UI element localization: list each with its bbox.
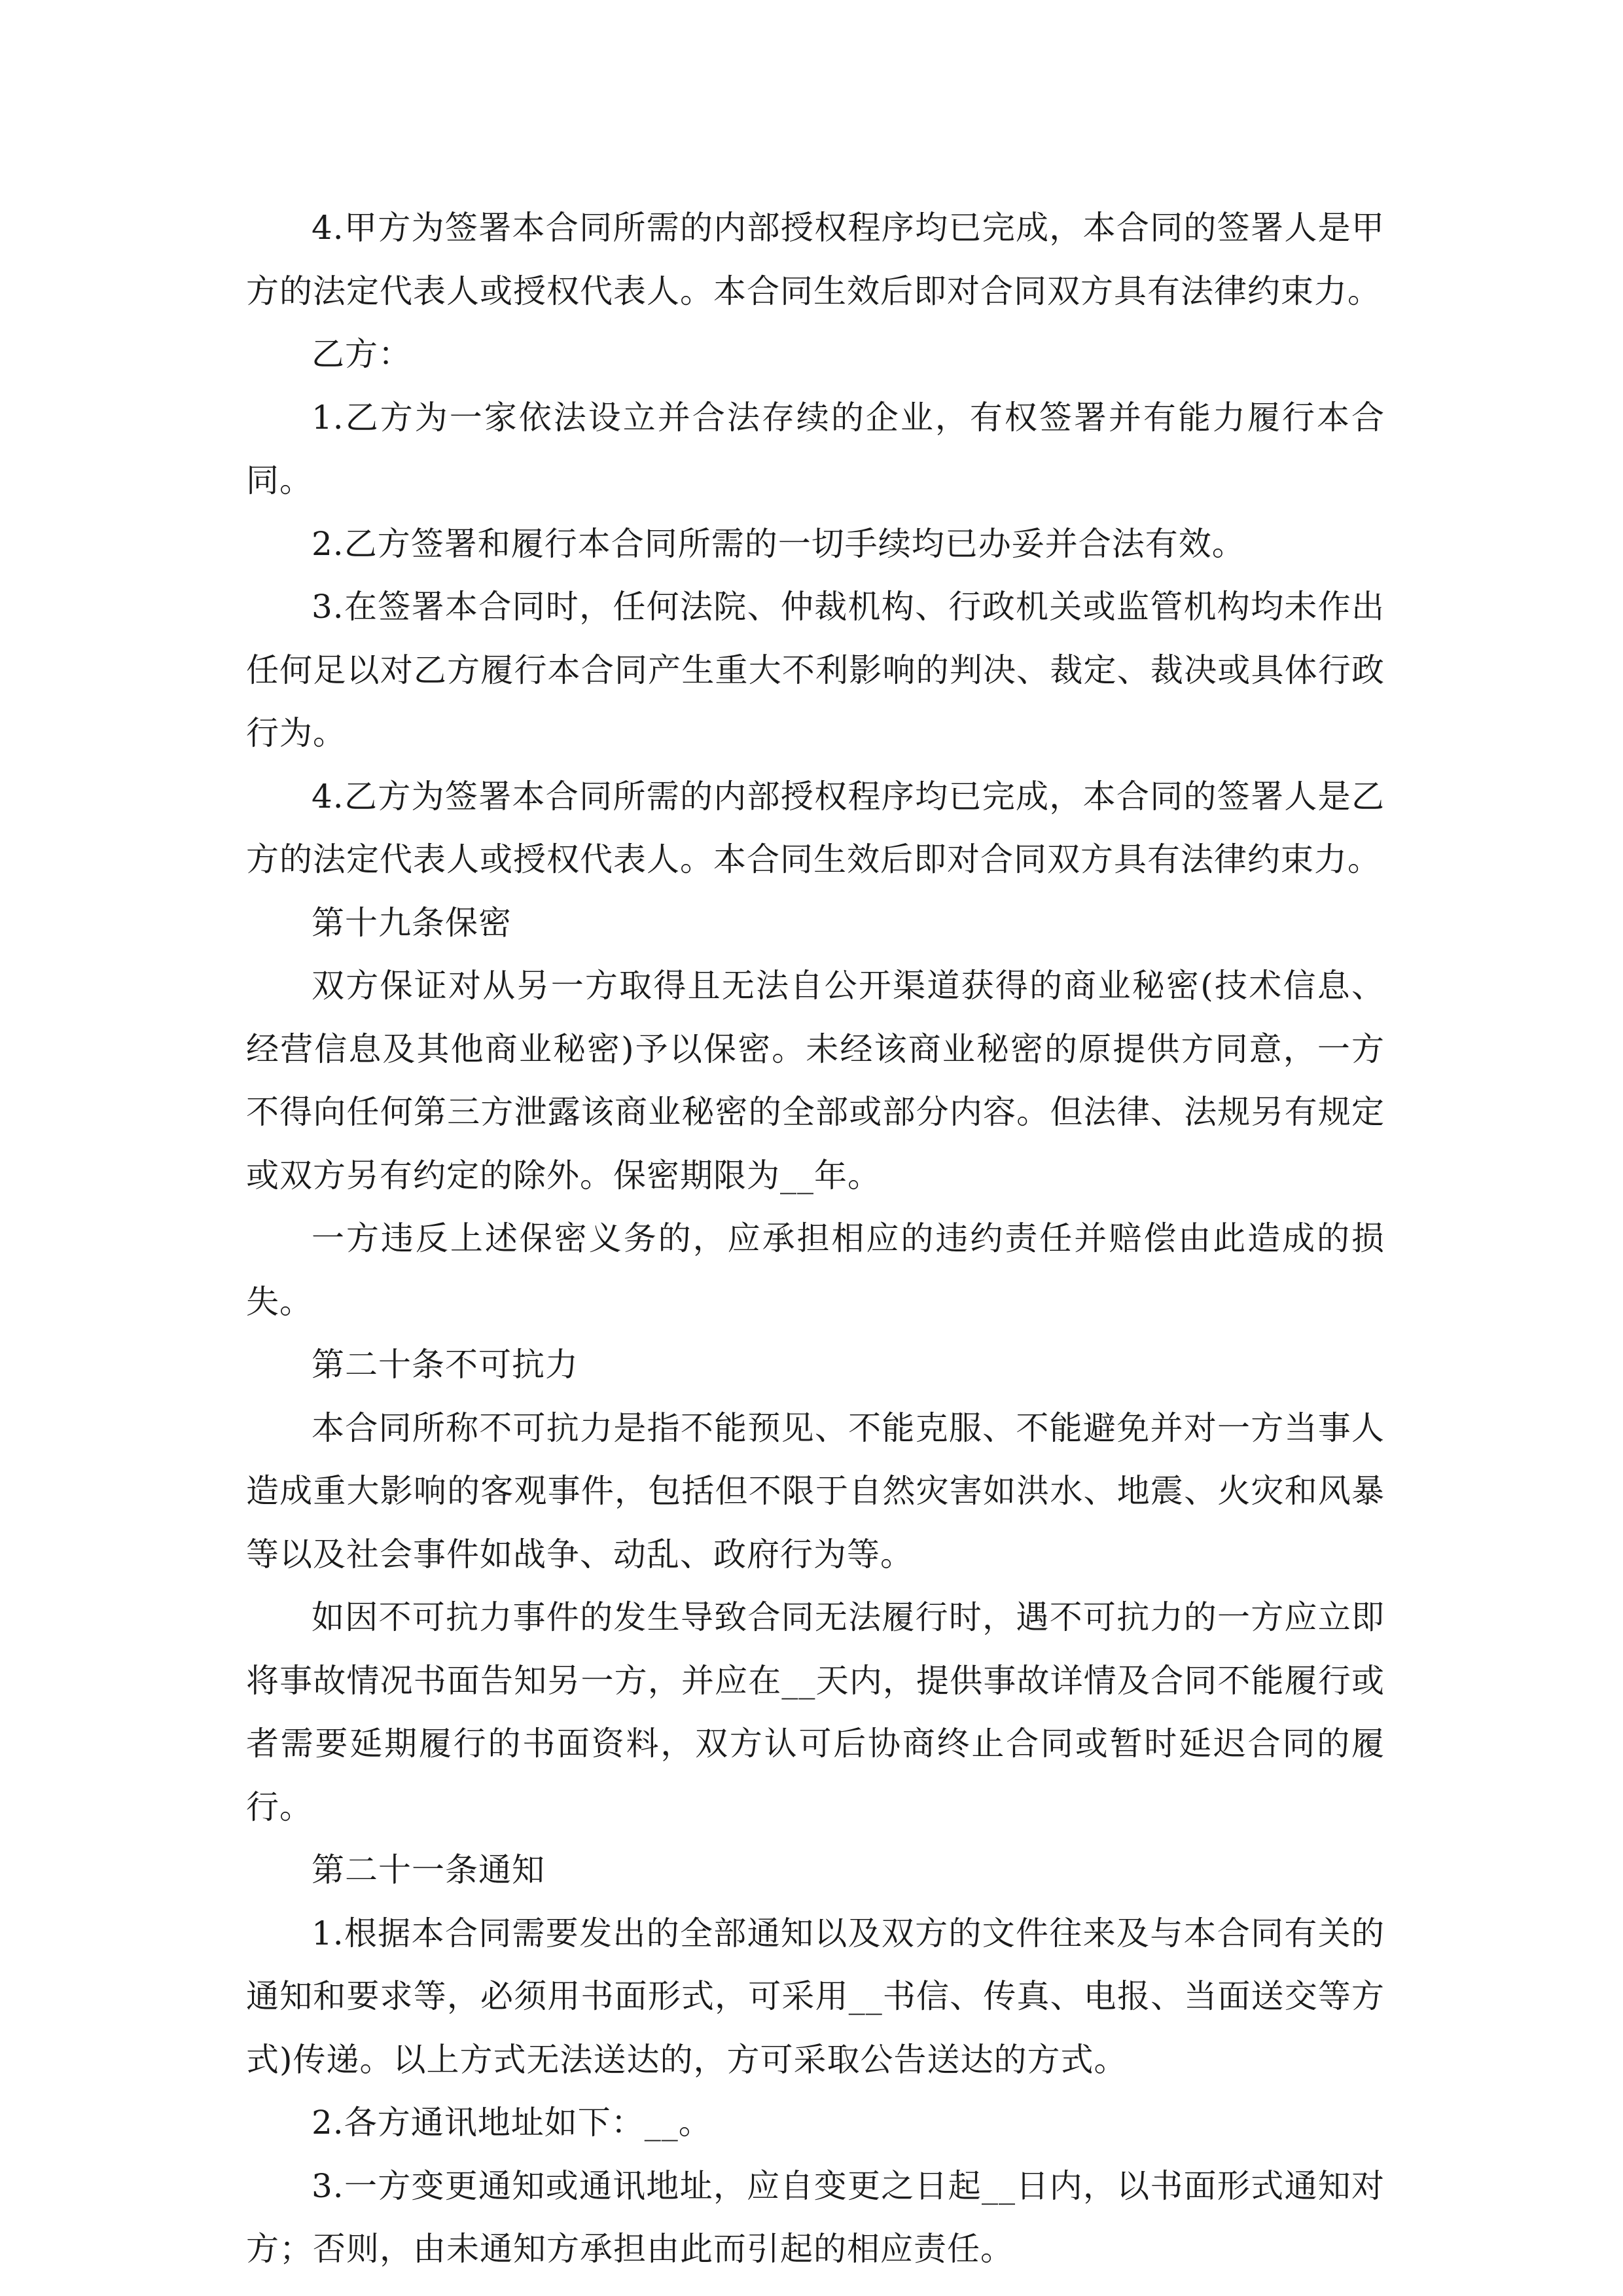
document-body	[246, 196, 1385, 2281]
article-heading-confidentiality: 第十九条保密	[312, 903, 512, 942]
clause-paragraph: 3.在签署本合同时，任何法院、仲裁机构、行政机关或监管机构均未作出任何足以对乙方履行本合同产生重大不利影响的判决、裁定、裁决或具体行政行为。	[246, 588, 1385, 752]
clause-paragraph: 4.乙方为签署本合同所需的内部授权程序均已完成，本合同的签署人是乙方的法定代表人或授权代表人。本合同生效后即对合同双方具有法律约束力。	[246, 777, 1385, 878]
clause-paragraph: 如因不可抗力事件的发生导致合同无法履行时，遇不可抗力的一方应立即将事故情况书面告知另一方，并应在__天内，提供事故详情及合同不能履行或者需要延期履行的书面资料，双方认可后协商终止合同或暂时延迟合同的履行。	[246, 1598, 1385, 1826]
clause-paragraph: 1.乙方为一家依法设立并合法存续的企业，有权签署并有能力履行本合同。	[246, 398, 1385, 499]
clause-paragraph: 双方保证对从另一方取得且无法自公开渠道获得的商业秘密(技术信息、经营信息及其他商业秘密)予以保密。未经该商业秘密的原提供方同意，一方不得向任何第三方泄露该商业秘密的全部或部分内容。但法律、法规另有规定或双方另有约定的除外。保密期限为__年。	[246, 967, 1385, 1194]
clause-paragraph: 2.各方通讯地址如下：__。	[312, 2104, 712, 2142]
party-b-heading: 乙方：	[312, 335, 412, 373]
article-heading-force-majeure: 第二十条不可抗力	[312, 1346, 579, 1384]
article-heading-notice: 第二十一条通知	[312, 1851, 545, 1889]
clause-paragraph: 本合同所称不可抗力是指不能预见、不能克服、不能避免并对一方当事人造成重大影响的客观事件，包括但不限于自然灾害如洪水、地震、火灾和风暴等以及社会事件如战争、动乱、政府行为等。	[246, 1408, 1385, 1573]
clause-paragraph: 4.甲方为签署本合同所需的内部授权程序均已完成，本合同的签署人是甲方的法定代表人或授权代表人。本合同生效后即对合同双方具有法律约束力。	[246, 209, 1385, 310]
clause-paragraph: 3.一方变更通知或通讯地址，应自变更之日起__日内，以书面形式通知对方；否则，由未通知方承担由此而引起的相应责任。	[246, 2166, 1385, 2268]
clause-paragraph: 一方违反上述保密义务的，应承担相应的违约责任并赔偿由此造成的损失。	[246, 1219, 1385, 1321]
clause-paragraph: 2.乙方签署和履行本合同所需的一切手续均已办妥并合法有效。	[312, 524, 1245, 563]
clause-paragraph: 1.根据本合同需要发出的全部通知以及双方的文件往来及与本合同有关的通知和要求等，必须用书面形式，可采用__书信、传真、电报、当面送交等方式)传递。以上方式无法送达的，方可采取公告送达的方式。	[246, 1914, 1385, 2079]
